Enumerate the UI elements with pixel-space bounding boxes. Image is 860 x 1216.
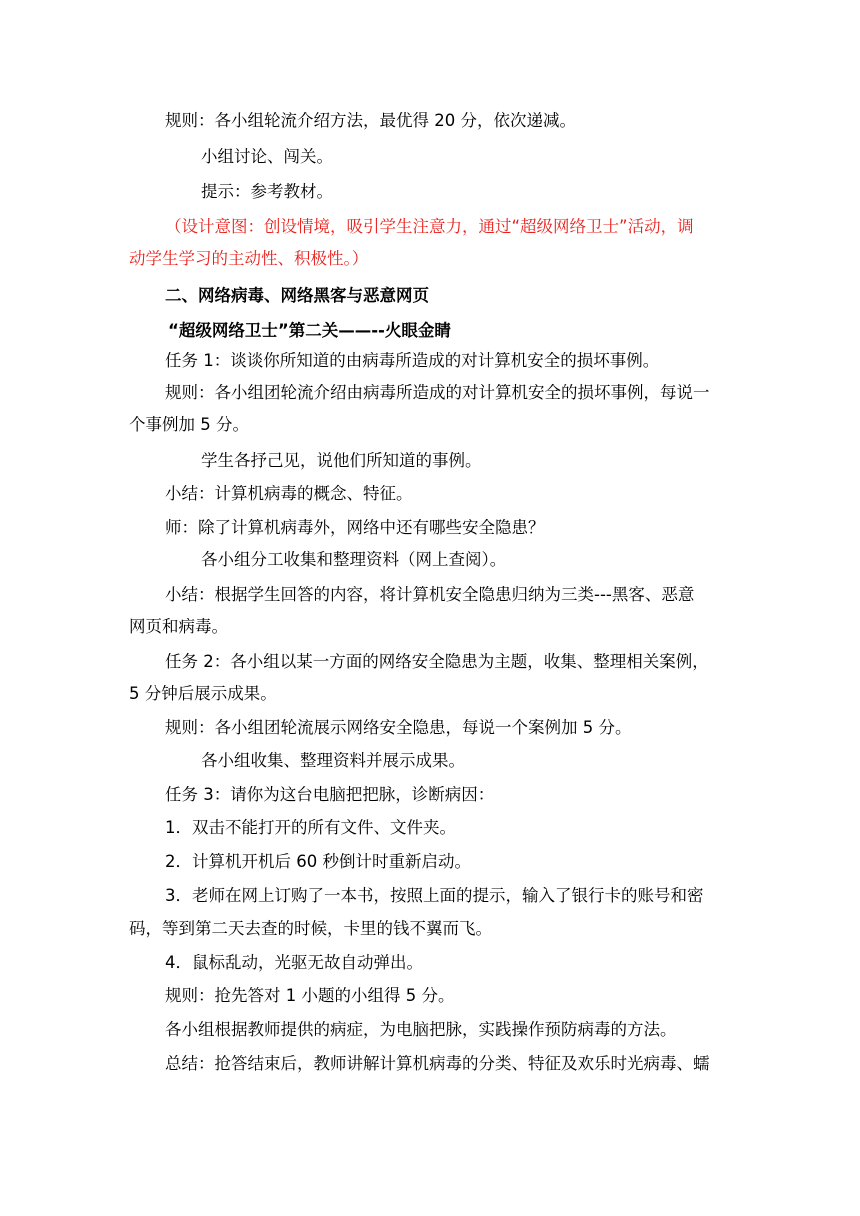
summary-2-line-1: 小结：根据学生回答的内容，将计算机安全隐患归纳为三类---黑客、恶意 (165, 585, 695, 604)
design-intent-line-1: （设计意图：创设情境，吸引学生注意力，通过“超级网络卫士”活动，调 (165, 217, 694, 236)
level-heading: “超级网络卫士”第二关——--火眼金睛 (168, 321, 451, 340)
rule-1-line-2: 个事例加 5 分。 (129, 415, 249, 434)
task-1-line: 任务 1：谈谈你所知道的由病毒所造成的对计算机安全的损坏事例。 (165, 351, 660, 370)
student-activity-3: 各小组收集、整理资料并展示成果。 (201, 751, 465, 770)
symptom-1: 1．双击不能打开的所有文件、文件夹。 (165, 818, 456, 837)
rule-2-line: 规则：各小组团轮流展示网络安全隐患，每说一个案例加 5 分。 (165, 718, 632, 737)
student-activity-4: 各小组根据教师提供的病症，为电脑把脉，实践操作预防病毒的方法。 (165, 1020, 677, 1039)
symptom-3-line-1: 3．老师在网上订购了一本书，按照上面的提示，输入了银行卡的账号和密 (165, 886, 704, 905)
student-activity-2: 各小组分工收集和整理资料（网上查阅）。 (201, 550, 507, 569)
task-3-line: 任务 3：请你为这台电脑把把脉，诊断病因： (165, 785, 495, 804)
summary-1: 小结：计算机病毒的概念、特征。 (165, 484, 413, 503)
student-activity-1: 学生各抒己见，说他们所知道的事例。 (201, 451, 482, 470)
task-2-line-2: 5 分钟后展示成果。 (129, 684, 277, 703)
design-intent-line-2: 动学生学习的主动性、积极性。） (129, 249, 369, 268)
teacher-question: 师：除了计算机病毒外，网络中还有哪些安全隐患？ (165, 518, 545, 537)
symptom-4: 4．鼠标乱动，光驱无故自动弹出。 (165, 953, 423, 972)
symptom-2: 2．计算机开机后 60 秒倒计时重新启动。 (165, 852, 471, 871)
activity-line: 小组讨论、闯关。 (201, 147, 333, 166)
conclusion-line: 总结：抢答结束后，教师讲解计算机病毒的分类、特征及欢乐时光病毒、蠕 (165, 1054, 710, 1073)
hint-line: 提示：参考教材。 (201, 182, 333, 201)
summary-2-line-2: 网页和病毒。 (129, 617, 228, 636)
rule-3-line: 规则：抢先答对 1 小题的小组得 5 分。 (165, 986, 455, 1005)
task-2-line-1: 任务 2：各小组以某一方面的网络安全隐患为主题，收集、整理相关案例， (165, 652, 709, 671)
symptom-3-line-2: 码，等到第二天去查的时候，卡里的钱不翼而飞。 (129, 919, 492, 938)
section-heading: 二、网络病毒、网络黑客与恶意网页 (165, 286, 429, 305)
rule-paragraph: 规则：各小组轮流介绍方法，最优得 20 分，依次递减。 (165, 111, 576, 130)
rule-1-line-1: 规则：各小组团轮流介绍由病毒所造成的对计算机安全的损坏事例，每说一 (165, 383, 710, 402)
